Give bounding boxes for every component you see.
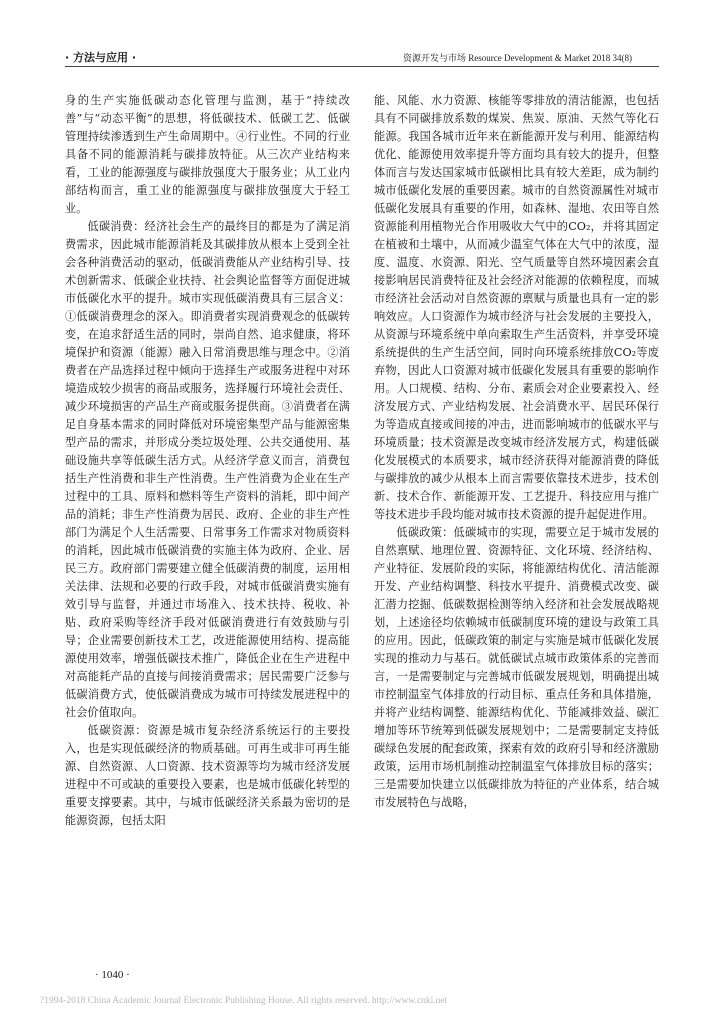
journal-running-head: 资源开发与市场 Resource Development & Market 2018 34(8) bbox=[403, 53, 632, 63]
paragraph-resources-continuation: 能、风能、水力资源、核能等零排放的清洁能源，也包括具有不同碳排放系数的煤炭、焦炭、原油、天然气等化石能源。我国各城市近年来在新能源开发与利用、能源结构优化、能源使用效率提升等方面均具有较大的提升，但整体而言与发达国家城市低碳相比具有较大差距，成为制约城市低碳化发展的重要因素。城市的自然资源属性对城市低碳化发展具有重要的作用，如森林、湿地、农田等自然资源能利用植物光合作用吸收大气中的CO₂，并将其固定在植被和土壤中，从而减少温室气体在大气中的浓度，湿度、温度、水资源、阳光、空气质量等自然环境因素会直接影响居民消费特征及社会经济对能源的依赖程度，而城市经济社会活动对自然资源的禀赋与质量也具有一定的影响效应。人口资源作为城市经济与社会发展的主要投入，从资源与环境系统中单向索取生产生活资料，并享受环境系统提供的生产生活空间，同时向环境系统排放CO₂等废弃物，因此人口资源对城市低碳化发展具有重要的影响作用。人口规模、结构、分布、素质会对企业要素投入、经济发展方式、产业结构发展、社会消费水平、居民环保行为等造成直接或间接的冲击，进而影响城市的低碳水平与环境质量；技术资源是改变城市经济发展方式，构建低碳化发展模式的本质要求，城市经济获得对能源消费的降低与碳排放的减少从根本上而言需要依靠技术进步，技术创新、技术合作、新能源开发、工艺提升、科技应用与推广等技术进步手段均能对城市技术资源的提升起促进作用。 bbox=[374, 94, 659, 521]
section-label: · 方法与应用 · bbox=[65, 51, 137, 64]
right-column bbox=[374, 92, 659, 812]
paragraph-low-carbon-policy: 低碳政策：低碳城市的实现，需要立足于城市发展的自然禀赋、地理位置、资源特征、文化环境、经济结构、产业特征、发展阶段的实际，将能源结构优化、清洁能源开发、产业结构调整、科技水平提升、消费模式改变、碳汇潜力挖掘、低碳数据检测等纳入经济和社会发展战略规划，上述途径均依赖城市低碳制度环境的建设与政策工具的应用。因此，低碳政策的制定与实施是城市低碳化发展实现的推动力与基石。就低碳试点城市政策体系的完善而言，一是需要制定与完善城市低碳发展规划，明确提出城市控制温室气体排放的行动目标、重点任务和具体措施，并将产业结构调整、能源结构优化、节能减排效益、碳汇增加等环节统筹到低碳发展规划中；二是需要制定支持低碳绿色发展的配套政策，探索有效的政府引导和经济激励政策，运用市场机制推动控制温室气体排放目标的落实；三是需要加快建立以低碳排放为特征的产业体系，结合城市发展特色与战略， bbox=[374, 526, 659, 809]
copyright-footer: ?1994-2018 China Academic Journal Electronic Publishing House. All rights reserved. http://www.cnki.net bbox=[40, 996, 448, 1006]
paragraph-low-carbon-resources: 低碳资源：资源是城市复杂经济系统运行的主要投入，也是实现低碳经济的物质基础。可再生或非可再生能源、自然资源、人口资源、技术资源等均为城市经济发展进程中不可或缺的重要投入要素，也是城市低碳化转型的重要支撑要素。其中，与城市低碳经济关系最为密切的是能源资源，包括太阳 bbox=[65, 724, 350, 827]
header-rule bbox=[65, 66, 659, 67]
paragraph-industry-continuation: 身的生产实施低碳动态化管理与监测，基于“持续改善”与“动态平衡”的思想，将低碳技术、低碳工艺、低碳管理持续渗透到生产生命周期中。④行业性。不同的行业具备不同的能源消耗与碳排放特征。从三次产业结构来看，工业的能源强度与碳排放强度大于服务业；从工业内部结构而言，重工业的能源强度与碳排放强度大于轻工业。 bbox=[65, 94, 350, 215]
page-number: · 1040 · bbox=[95, 969, 130, 981]
paragraph-low-carbon-consumption: 低碳消费：经济社会生产的最终目的都是为了满足消费需求，因此城市能源消耗及其碳排放从根本上受到全社会各种消费活动的驱动，低碳消费能从产业结构引导、技术创新需求、低碳企业扶持、社会舆论监督等方面促进城市低碳化水平的提升。城市实现低碳消费具有三层含义：①低碳消费理念的深入。即消费者实现消费观念的低碳转变，在追求舒适生活的同时，崇尚自然、追求健康，将环境保护和资源（能源）融入日常消费思维与理念中。②消费者在产品选择过程中倾向于选择生产或服务进程中对环境造成较少损害的商品或服务，选择履行环境社会责任、减少环境损害的产品生产商或服务提供商。③消费者在满足自身基本需求的同时降低对环境密集型产品与能源密集型产品的需求，并形成分类垃圾处理、公共交通使用、基础设施共享等低碳生活方式。从经济学意义而言，消费包括生产性消费和非生产性消费。生产性消费为企业在生产过程中的工具、原料和燃料等生产资料的消耗，即中间产品的消耗；非生产性消费为居民、政府、企业的非生产性部门为满足个人生活需要、日常事务工作需求对物质资料的消耗，因此城市低碳消费的实施主体为政府、企业、居民三方。政府部门需要建立健全低碳消费的制度，运用相关法律、法规和必要的行政手段，对城市低碳消费实施有效引导与监督，并通过市场准入、技术扶持、税收、补贴、政府采购等经济手段对低碳消费进行有效鼓励与引导；企业需要创新技术工艺，改进能源使用结构、提高能源使用效率，增强低碳技术推广，降低企业在生产进程中对高能耗产品的直接与间接消费需求；居民需要广泛参与低碳消费方式，使低碳消费成为城市可持续发展进程中的社会价值取向。 bbox=[65, 220, 350, 719]
left-column bbox=[65, 92, 350, 830]
